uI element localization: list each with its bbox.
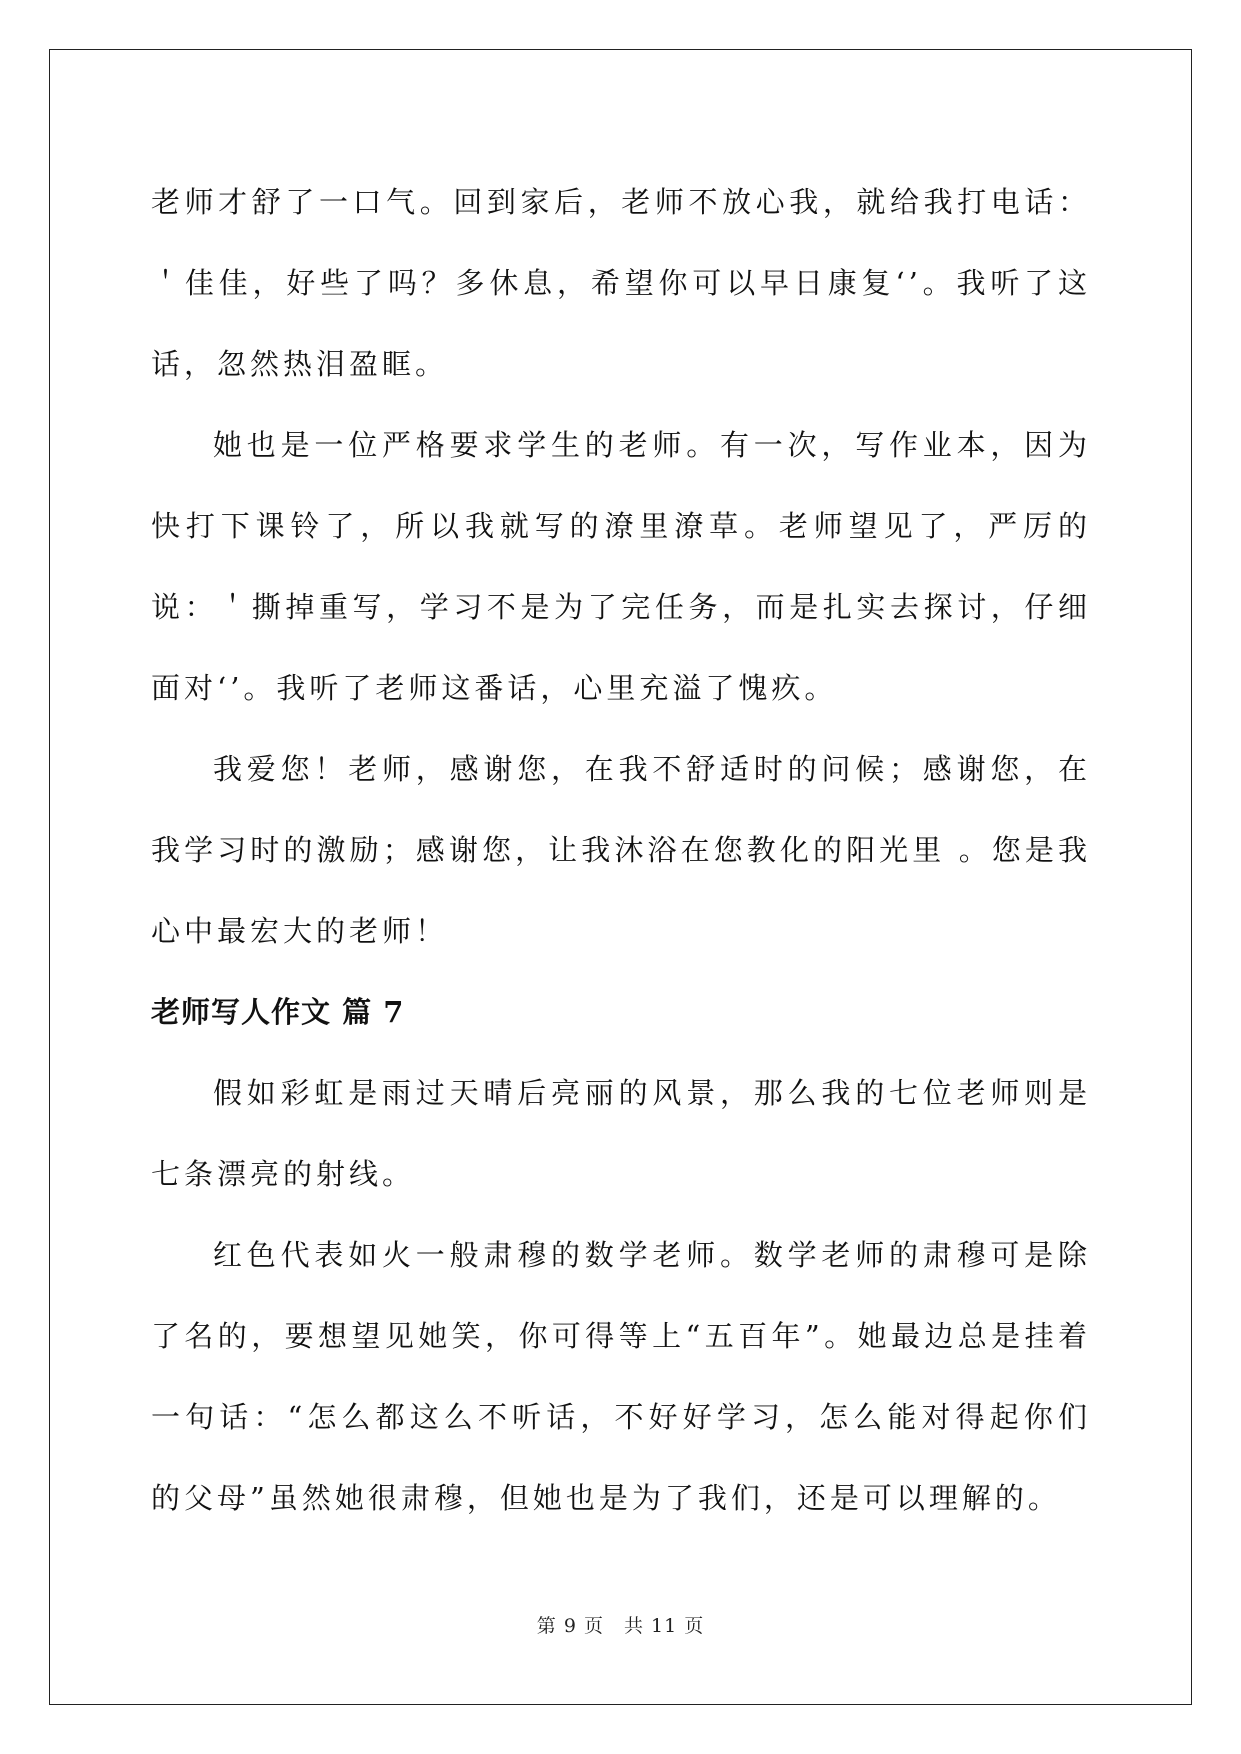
section-paragraph-1: 假如彩虹是雨过天晴后亮丽的风景，那么我的七位老师则是七条漂亮的射线。 bbox=[151, 1076, 1091, 1191]
page-number-current: 第 9 页 bbox=[536, 1615, 604, 1637]
paragraph-2: 她也是一位严格要求学生的老师。有一次，写作业本，因为快打下课铃了，所以我就写的潦里潦草。老师望见了，严厉的说：＇撕掉重写，学习不是为了完任务，而是扎实去探讨，仔细面对‘’。我听了老师这番话，心里充溢了愧疚。 bbox=[151, 428, 1091, 705]
paragraph-1: 老师才舒了一口气。回到家后，老师不放心我，就给我打电话：＇佳佳，好些了吗？多休息，希望你可以早日康复‘’。我听了这话，忽然热泪盈眶。 bbox=[151, 185, 1091, 381]
document-body bbox=[151, 162, 1091, 1539]
page-number-total: 共 11 页 bbox=[623, 1615, 705, 1637]
section-paragraph-2: 红色代表如火一般肃穆的数学老师。数学老师的肃穆可是除了名的，要想望见她笑，你可得等上“五百年”。她最边总是挂着一句话：“怎么都这么不听话，不好好学习，怎么能对得起你们的父母”虽然她很肃穆，但她也是为了我们，还是可以理解的。 bbox=[151, 1238, 1091, 1515]
paragraph-3: 我爱您！老师，感谢您，在我不舒适时的问候；感谢您，在我学习时的激励；感谢您，让我沐浴在您教化的阳光里 。您是我心中最宏大的老师！ bbox=[151, 752, 1091, 948]
page-footer bbox=[0, 1611, 1241, 1638]
section-heading: 老师写人作文 篇 7 bbox=[151, 995, 405, 1029]
